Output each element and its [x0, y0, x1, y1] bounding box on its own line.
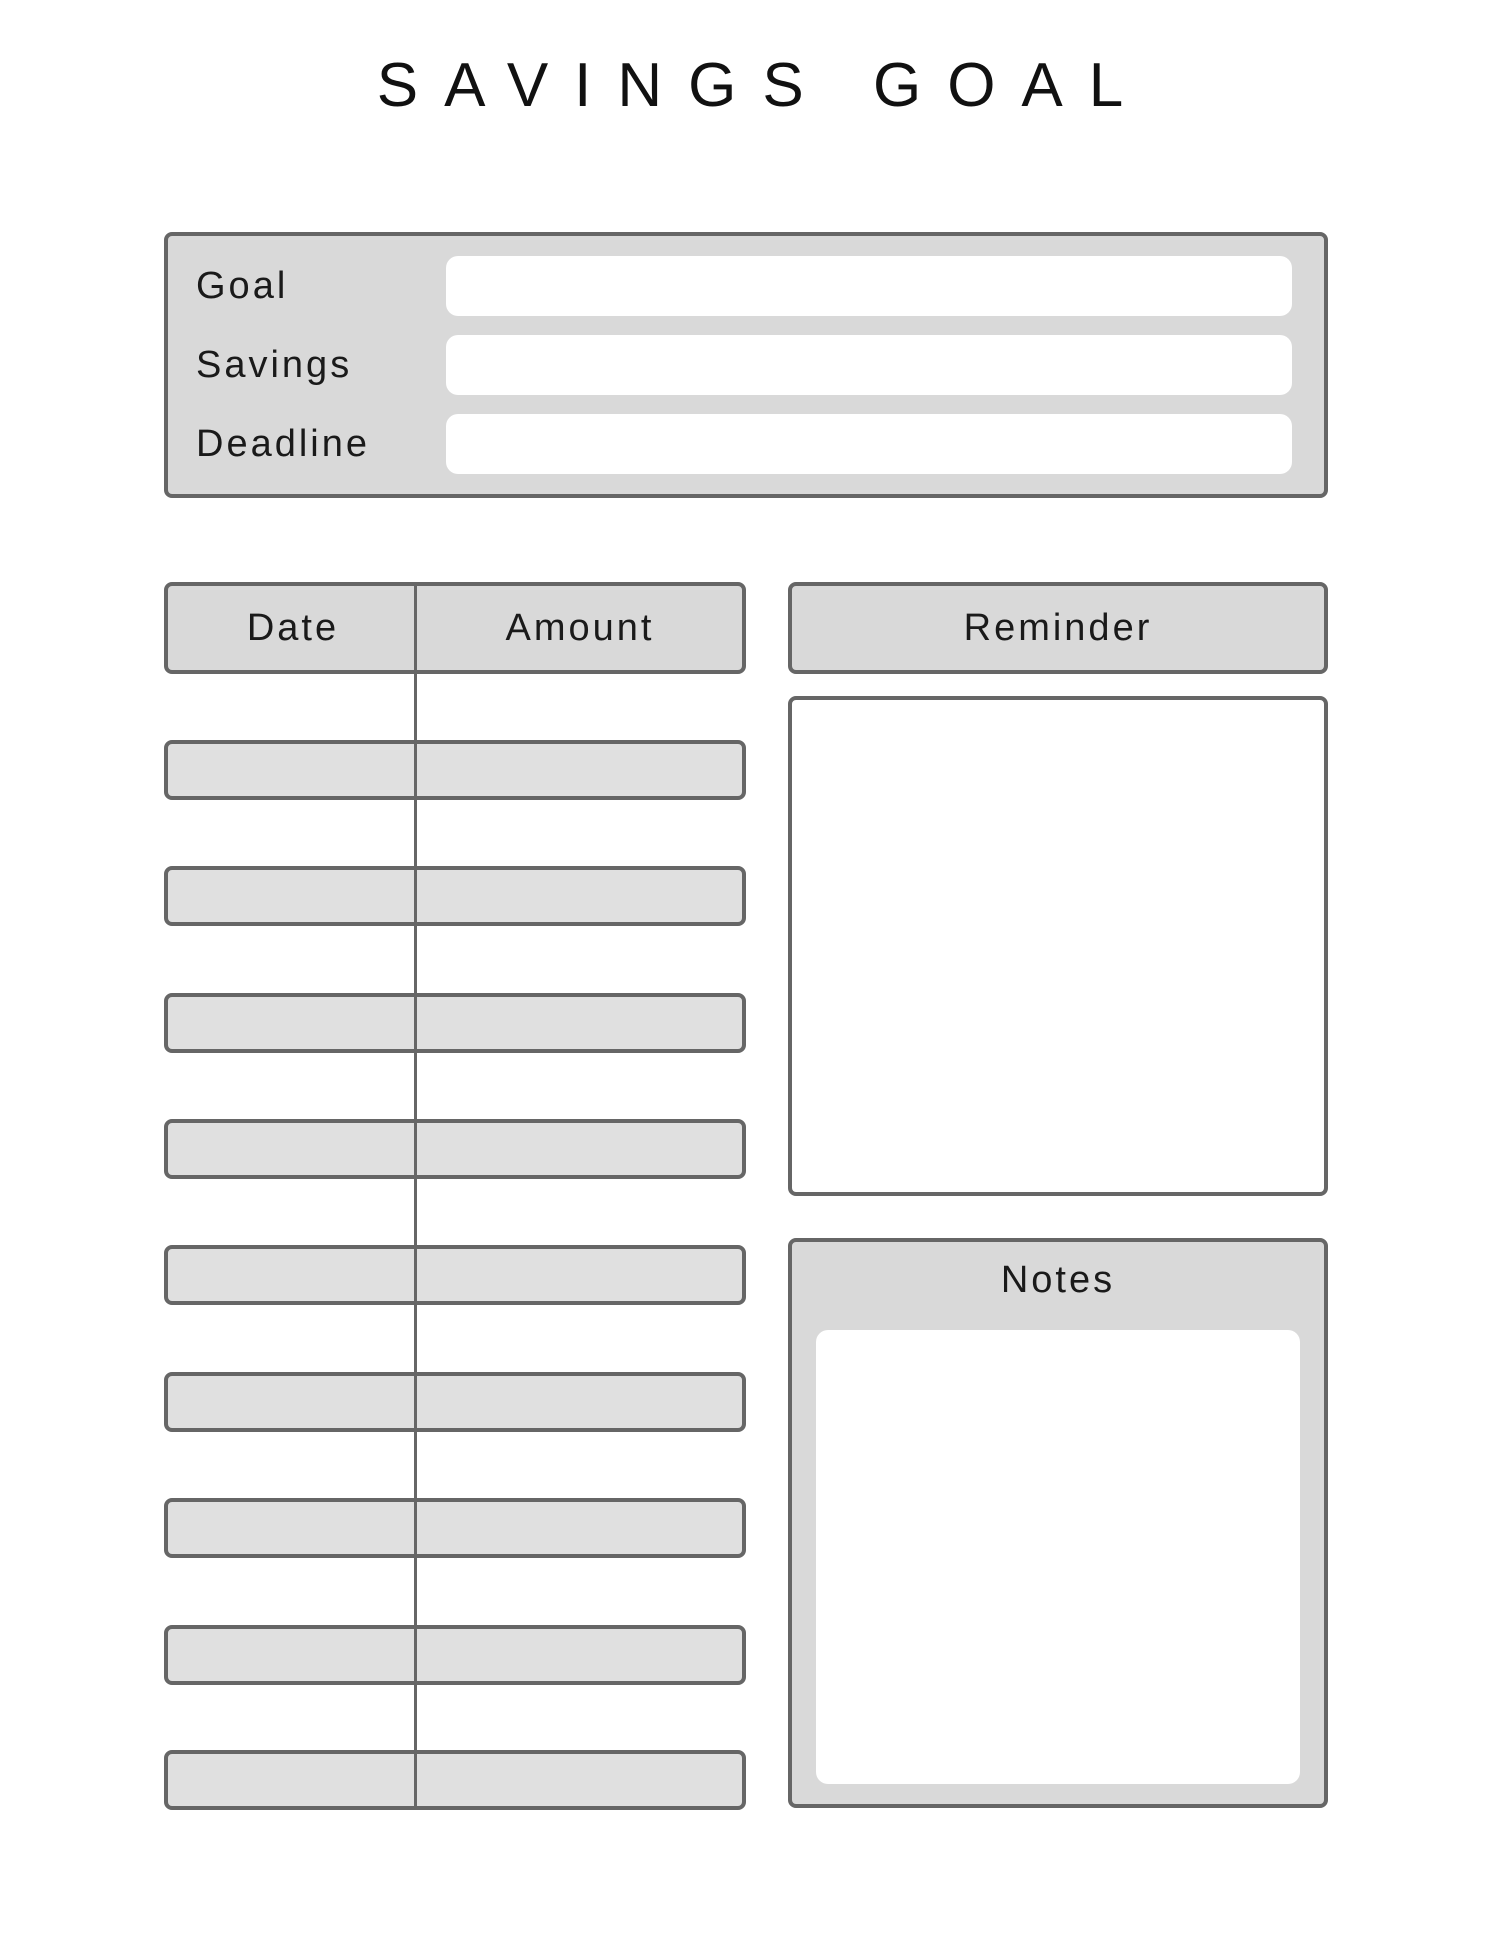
savings-row — [168, 335, 1324, 395]
notes-title: Notes — [1000, 1259, 1116, 1301]
amount-column-header: Amount — [505, 607, 655, 649]
reminder-header — [788, 582, 1328, 674]
ledger-row[interactable] — [164, 1119, 746, 1179]
savings-label: Savings — [196, 344, 353, 386]
reminder-title: Reminder — [963, 607, 1153, 649]
ledger-column-divider — [414, 582, 417, 1808]
ledger-row[interactable] — [164, 993, 746, 1053]
notes-panel — [788, 1238, 1328, 1808]
deadline-label: Deadline — [196, 423, 370, 465]
goal-row — [168, 256, 1324, 316]
ledger-row[interactable] — [164, 1245, 746, 1305]
ledger-row[interactable] — [164, 1625, 746, 1685]
ledger-row[interactable] — [164, 740, 746, 800]
goal-panel — [164, 232, 1328, 498]
ledger-row[interactable] — [164, 1750, 746, 1810]
notes-textarea[interactable] — [816, 1330, 1300, 1784]
reminder-textarea[interactable] — [788, 696, 1328, 1196]
goal-input[interactable] — [446, 256, 1292, 316]
goal-label: Goal — [196, 265, 289, 307]
deadline-input[interactable] — [446, 414, 1292, 474]
ledger-row[interactable] — [164, 1372, 746, 1432]
ledger-row[interactable] — [164, 1498, 746, 1558]
date-column-header: Date — [246, 607, 340, 649]
deadline-row — [168, 414, 1324, 474]
ledger-header — [164, 582, 746, 674]
ledger-row[interactable] — [164, 866, 746, 926]
page-title: SAVINGS GOAL — [376, 51, 1150, 120]
savings-input[interactable] — [446, 335, 1292, 395]
